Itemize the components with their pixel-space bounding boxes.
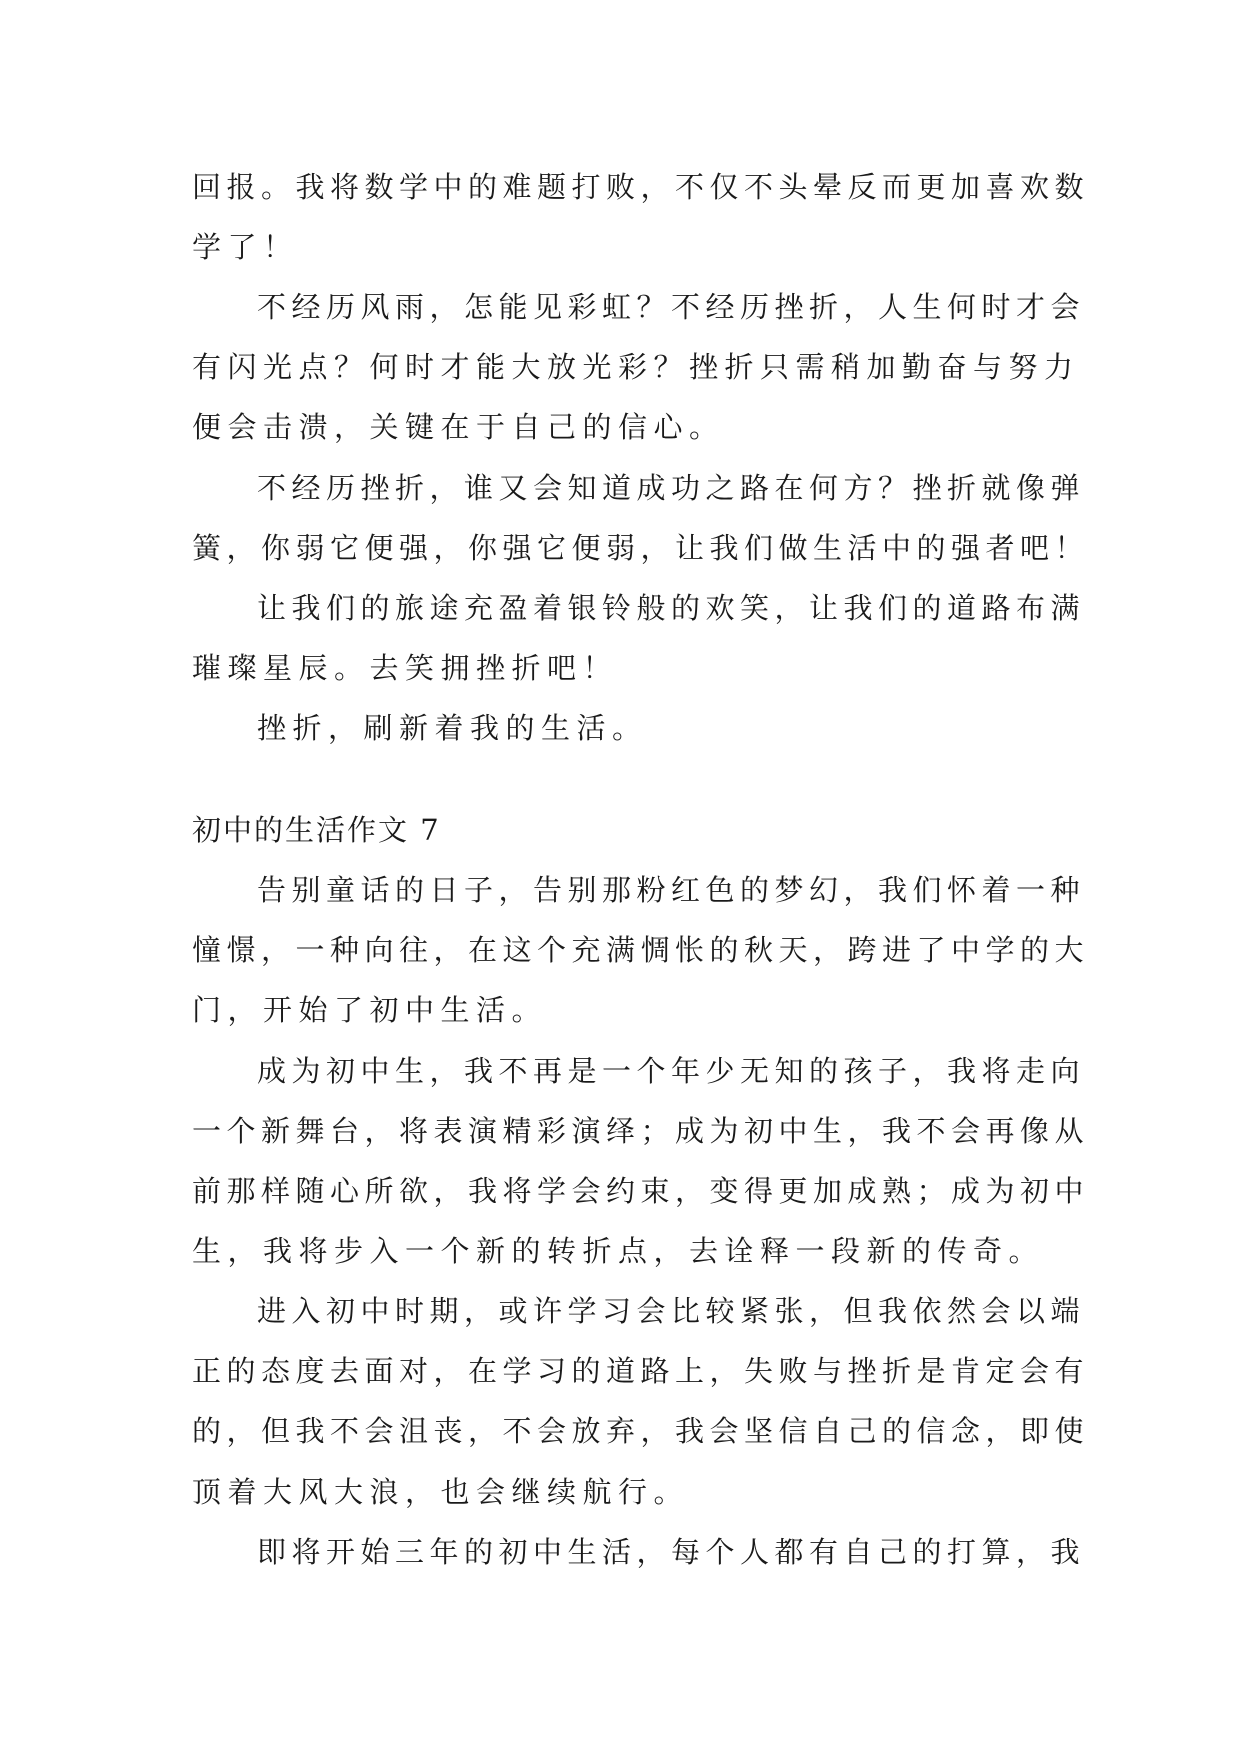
text-line: 生，我将步入一个新的转折点，去诠释一段新的传奇。	[192, 1234, 1045, 1268]
paragraph-start: 即将开始三年的初中生活，每个人都有自己的打算，我	[257, 1535, 1086, 1569]
paragraph-start: 告别童话的日子，告别那粉红色的梦幻，我们怀着一种	[257, 873, 1086, 907]
paragraph-start: 成为初中生，我不再是一个年少无知的孩子，我将走向	[257, 1054, 1086, 1088]
text-line: 有闪光点？何时才能大放光彩？挫折只需稍加勤奋与努力	[192, 350, 1080, 384]
text-line: 憧憬，一种向往，在这个充满惆怅的秋天，跨进了中学的大	[192, 933, 1090, 967]
text-line: 的，但我不会沮丧，不会放弃，我会坚信自己的信念，即使	[192, 1414, 1090, 1448]
text-line: 顶着大风大浪，也会继续航行。	[192, 1475, 690, 1509]
paragraph-start: 让我们的旅途充盈着银铃般的欢笑，让我们的道路布满	[257, 591, 1086, 625]
paragraph-start: 挫折，刷新着我的生活。	[257, 711, 648, 745]
section-heading: 初中的生活作文 7	[192, 813, 441, 847]
paragraph-start: 进入初中时期，或许学习会比较紧张，但我依然会以端	[257, 1294, 1086, 1328]
paragraph-start: 不经历风雨，怎能见彩虹？不经历挫折，人生何时才会	[257, 290, 1086, 324]
text-line: 前那样随心所欲，我将学会约束，变得更加成熟；成为初中	[192, 1174, 1090, 1208]
text-line: 门，开始了初中生活。	[192, 993, 548, 1027]
text-line: 便会击溃，关键在于自己的信心。	[192, 410, 725, 444]
text-line: 一个新舞台，将表演精彩演绎；成为初中生，我不会再像从	[192, 1114, 1090, 1148]
paragraph-start: 不经历挫折，谁又会知道成功之路在何方？挫折就像弹	[257, 471, 1086, 505]
text-line: 璀璨星辰。去笑拥挫折吧！	[192, 651, 619, 685]
text-line: 簧，你弱它便强，你强它便弱，让我们做生活中的强者吧！	[192, 531, 1090, 565]
text-line: 学了！	[192, 230, 299, 264]
text-line: 正的态度去面对，在学习的道路上，失败与挫折是肯定会有	[192, 1354, 1090, 1388]
text-line: 回报。我将数学中的难题打败，不仅不头晕反而更加喜欢数	[192, 170, 1090, 204]
